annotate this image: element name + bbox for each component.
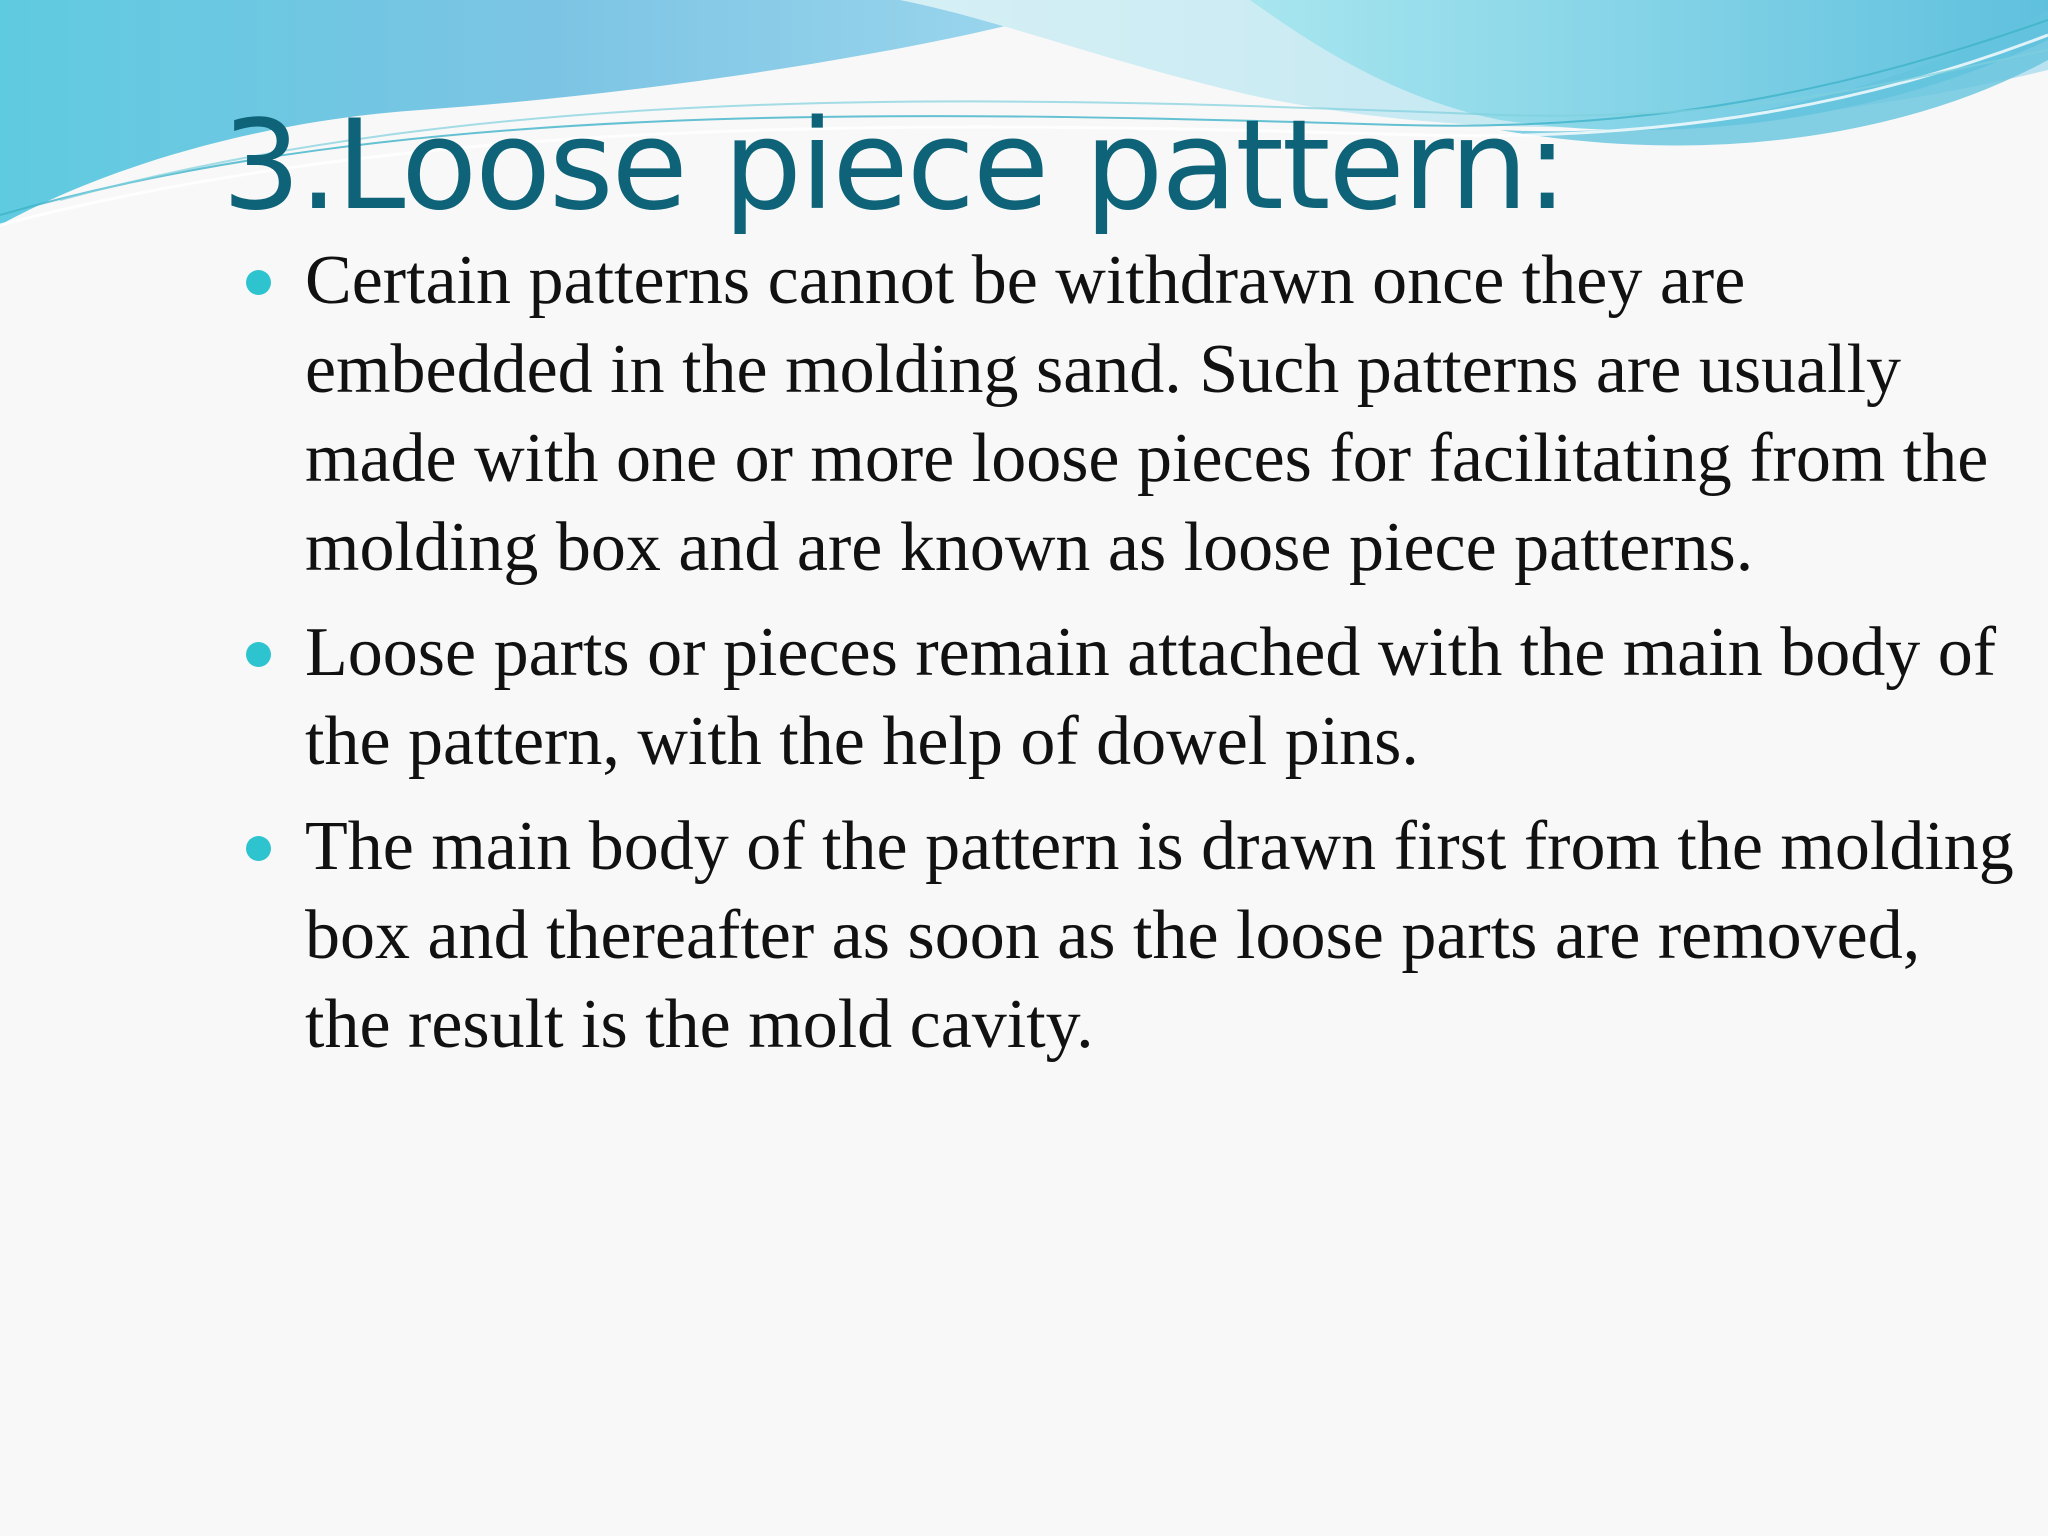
filled-circle-bullet-icon (246, 836, 271, 861)
bullet-item (0, 608, 2048, 786)
bullet-item (0, 236, 2048, 592)
slide-title: 3.Loose piece pattern: (222, 94, 1566, 238)
bullet-text: Certain patterns cannot be withdrawn once they are embedded in the molding sand. Such patterns are usually made with one or more loose pieces for facilitating from the molding box and are known as loose piece patterns. (305, 242, 1989, 586)
bullet-text: The main body of the pattern is drawn first from the molding box and thereafter as soon as the loose parts are removed, the result is the mold cavity. (305, 808, 2014, 1063)
bullet-list (0, 236, 2048, 1085)
filled-circle-bullet-icon (246, 642, 271, 667)
bullet-text: Loose parts or pieces remain attached with the main body of the pattern, with the help of dowel pins. (305, 614, 1997, 780)
bullet-item (0, 802, 2048, 1069)
filled-circle-bullet-icon (246, 270, 271, 295)
